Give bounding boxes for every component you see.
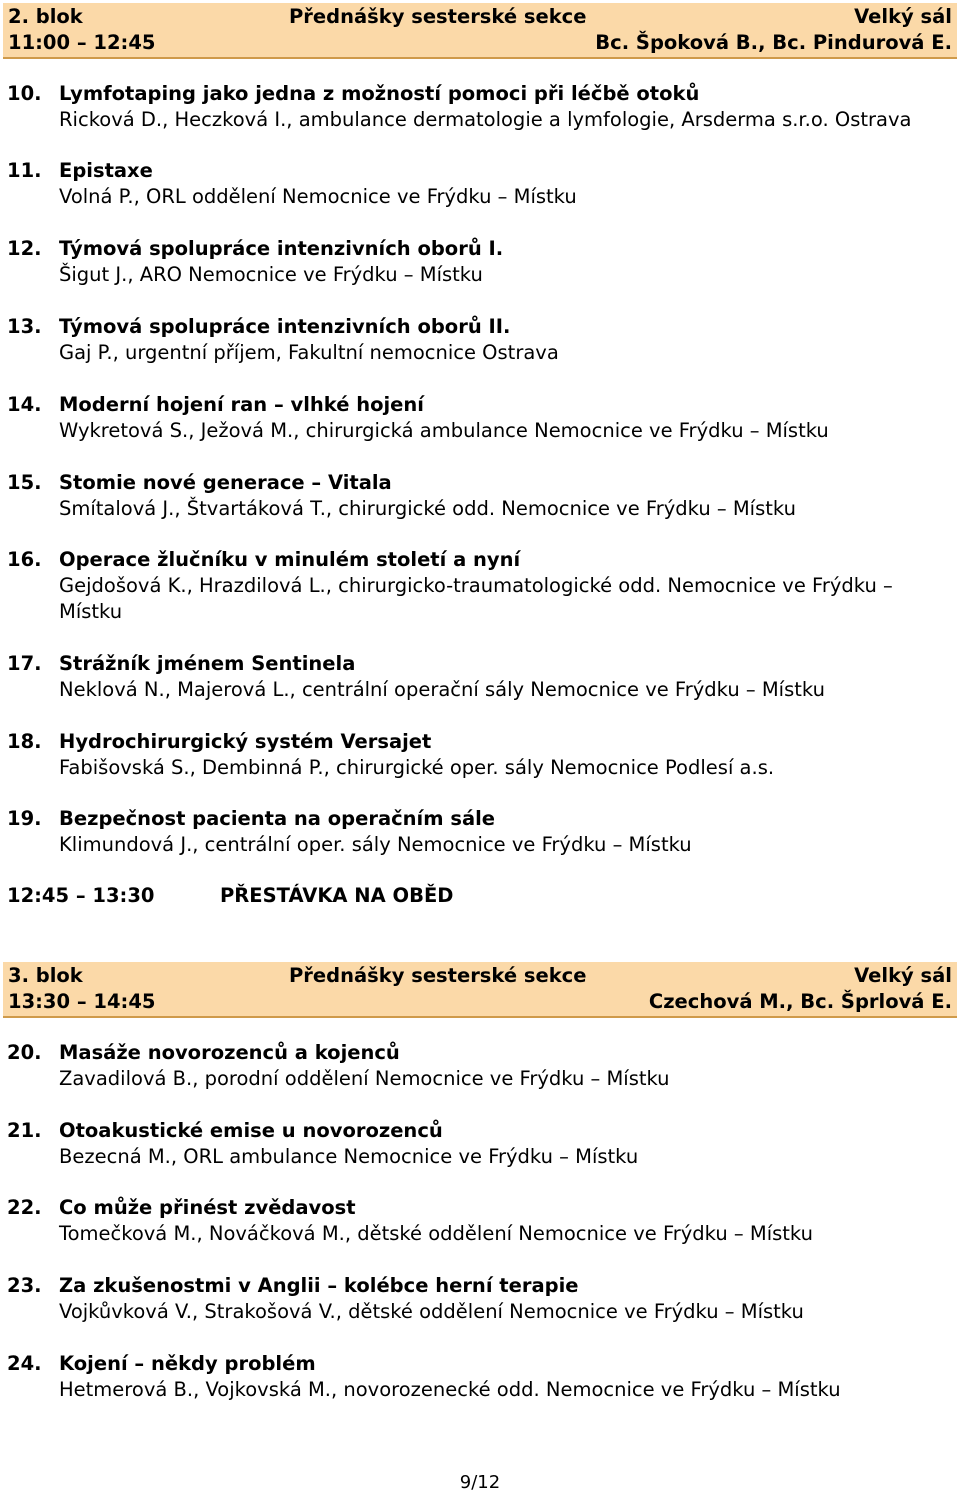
block-header xyxy=(3,3,957,57)
block-room: Velký sál xyxy=(854,5,952,28)
talk-authors: Smítalová J., Štvartáková T., chirurgické odd. Nemocnice ve Frýdku – Místku xyxy=(59,497,796,520)
talk-number: 24. xyxy=(7,1352,42,1375)
block-name: 2. blok xyxy=(8,5,83,28)
talk-number: 17. xyxy=(7,652,42,675)
talk-authors: Bezecná M., ORL ambulance Nemocnice ve Frýdku – Místku xyxy=(59,1145,639,1168)
talk-title: Týmová spolupráce intenzivních oborů II. xyxy=(59,315,511,338)
talk-title: Operace žlučníku v minulém století a nyní xyxy=(59,548,521,571)
talk-number: 10. xyxy=(7,82,42,105)
page-number: 9/12 xyxy=(459,1472,501,1493)
block-chairs: Czechová M., Bc. Šprlová E. xyxy=(648,990,952,1013)
talk-title: Co může přinést zvědavost xyxy=(59,1196,356,1219)
block-section: Přednášky sesterské sekce xyxy=(289,964,587,987)
talk-title: Moderní hojení ran – vlhké hojení xyxy=(59,393,424,416)
block-chairs: Bc. Špoková B., Bc. Pindurová E. xyxy=(595,31,952,54)
talk-number: 20. xyxy=(7,1041,42,1064)
talk-authors: Fabišovská S., Dembinná P., chirurgické oper. sály Nemocnice Podlesí a.s. xyxy=(59,756,775,779)
talk-title: Kojení – někdy problém xyxy=(59,1352,316,1375)
block-time: 13:30 – 14:45 xyxy=(8,990,156,1013)
talk-number: 21. xyxy=(7,1119,42,1142)
talk-number: 22. xyxy=(7,1196,42,1219)
talk-authors: Wykretová S., Ježová M., chirurgická ambulance Nemocnice ve Frýdku – Místku xyxy=(59,419,829,442)
talk-authors: Neklová N., Majerová L., centrální operační sály Nemocnice ve Frýdku – Místku xyxy=(59,678,825,701)
talk-title: Za zkušenostmi v Anglii – kolébce herní terapie xyxy=(59,1274,579,1297)
block-header-underline xyxy=(3,1016,957,1018)
talk-title: Strážník jménem Sentinela xyxy=(59,652,356,675)
talk-title: Bezpečnost pacienta na operačním sále xyxy=(59,807,496,830)
talk-number: 16. xyxy=(7,548,42,571)
block-name: 3. blok xyxy=(8,964,83,987)
talk-number: 15. xyxy=(7,471,42,494)
talk-authors: Hetmerová B., Vojkovská M., novorozenecké odd. Nemocnice ve Frýdku – Místku xyxy=(59,1378,841,1401)
talk-number: 14. xyxy=(7,393,42,416)
block-section: Přednášky sesterské sekce xyxy=(289,5,587,28)
talk-authors: Volná P., ORL oddělení Nemocnice ve Frýdku – Místku xyxy=(59,185,577,208)
talk-authors: Zavadilová B., porodní oddělení Nemocnice ve Frýdku – Místku xyxy=(59,1067,670,1090)
talk-authors: Gejdošová K., Hrazdilová L., chirurgicko-traumatologické odd. Nemocnice ve Frýdku – Místku xyxy=(59,574,893,623)
talk-title: Otoakustické emise u novorozenců xyxy=(59,1119,443,1142)
talk-title: Epistaxe xyxy=(59,159,153,182)
block-header-underline xyxy=(3,57,957,59)
talk-number: 19. xyxy=(7,807,42,830)
talk-number: 12. xyxy=(7,237,42,260)
break-label: PŘESTÁVKA NA OBĚD xyxy=(220,884,454,907)
talk-number: 11. xyxy=(7,159,42,182)
talk-title: Masáže novorozenců a kojenců xyxy=(59,1041,400,1064)
talk-authors: Gaj P., urgentní příjem, Fakultní nemocnice Ostrava xyxy=(59,341,559,364)
block-header xyxy=(3,962,957,1016)
talk-number: 23. xyxy=(7,1274,42,1297)
talk-authors: Šigut J., ARO Nemocnice ve Frýdku – Místku xyxy=(59,263,483,286)
talk-authors: Ricková D., Heczková I., ambulance dermatologie a lymfologie, Arsderma s.r.o. Ostrava xyxy=(59,108,912,131)
block-room: Velký sál xyxy=(854,964,952,987)
block-time: 11:00 – 12:45 xyxy=(8,31,156,54)
talk-authors: Vojkůvková V., Strakošová V., dětské oddělení Nemocnice ve Frýdku – Místku xyxy=(59,1300,804,1323)
talk-title: Týmová spolupráce intenzivních oborů I. xyxy=(59,237,504,260)
talk-number: 18. xyxy=(7,730,42,753)
talk-number: 13. xyxy=(7,315,42,338)
talk-authors: Tomečková M., Nováčková M., dětské oddělení Nemocnice ve Frýdku – Místku xyxy=(59,1222,813,1245)
talk-authors: Klimundová J., centrální oper. sály Nemocnice ve Frýdku – Místku xyxy=(59,833,692,856)
talk-title: Hydrochirurgický systém Versajet xyxy=(59,730,432,753)
break-time: 12:45 – 13:30 xyxy=(7,884,155,907)
talk-title: Lymfotaping jako jedna z možností pomoci při léčbě otoků xyxy=(59,82,700,105)
talk-title: Stomie nové generace – Vitala xyxy=(59,471,392,494)
